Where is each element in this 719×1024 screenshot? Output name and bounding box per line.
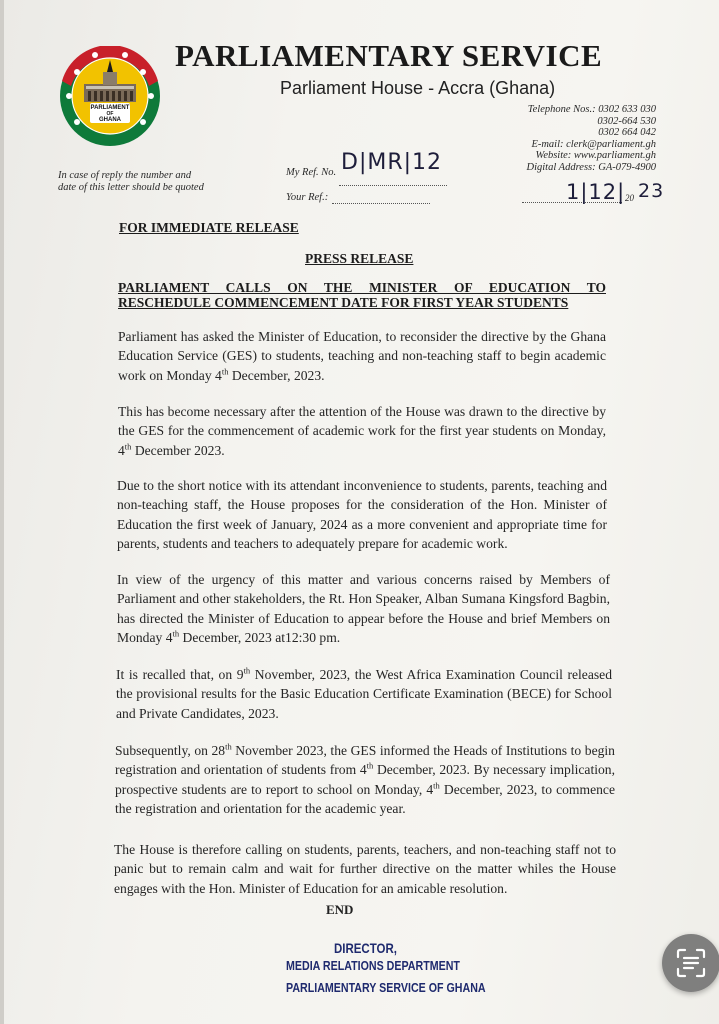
paper-edge xyxy=(0,0,4,1024)
your-ref-label: Your Ref.: xyxy=(286,192,329,203)
text-scan-icon xyxy=(676,948,706,978)
crest-text-line1: PARLIAMENT xyxy=(90,105,130,111)
my-ref-label: My Ref. No. xyxy=(286,167,337,178)
date-year-prefix: 20 xyxy=(625,193,634,203)
end-mark: END xyxy=(326,902,354,917)
paragraph-7: The House is therefore calling on students, parents, teachers, and non-teaching staff not to panic but to remain calm and wait for further directive on the matter whiles the House engages with the Hon. Minister of Education for an amicable resolution. xyxy=(114,842,616,896)
paragraph-6: Subsequently, on 28th November 2023, the GES informed the Heads of Institutions to begin registration and orientation of students from 4th December, 2023. By necessary implication, prospective students are to report to school on Monday, 4th December, 2023, to commence the registration and orientation for the academic year. xyxy=(115,741,615,817)
date-year-handwritten: 23 xyxy=(638,180,665,202)
subject-heading xyxy=(118,280,606,310)
press-release-heading: PRESS RELEASE xyxy=(305,251,414,266)
contact-email: E-mail: clerk@parliament.gh xyxy=(531,138,656,150)
letterhead-subtitle: Parliament House - Accra (Ghana) xyxy=(280,78,556,98)
paragraph-3: Due to the short notice with its attendant inconvenience to students, parents, teaching and non-teaching staff, the House proposes for the consideration of the Hon. Minister of Education the first week of January, 2024 as a more convenient and appropriate time for parents, students and teachers to adequately prepare for academic work. xyxy=(117,478,607,552)
subject-line-1: PARLIAMENT CALLS ON THE MINISTER OF EDUCATION TO xyxy=(118,280,606,295)
stamp-organization: PARLIAMENTARY SERVICE OF GHANA xyxy=(286,980,486,995)
paragraph-2: This has become necessary after the attention of the House was drawn to the directive by the GES for the commencement of academic work for the first year students on Monday, 4th December 2023. xyxy=(118,404,606,458)
contact-telephone-2: 0302-664 530 xyxy=(597,115,656,127)
your-ref-dots xyxy=(332,192,430,207)
date-handwritten: 1|12| xyxy=(566,180,626,204)
crest-text-line3: GHANA xyxy=(99,117,121,123)
contact-website: Website: www.parliament.gh xyxy=(535,150,656,162)
contact-telephone-1: Telephone Nos.: 0302 633 030 xyxy=(527,104,656,115)
subject-line-2: RESCHEDULE COMMENCEMENT DATE FOR FIRST YEAR STUDENTS xyxy=(118,295,569,310)
text-scan-button[interactable] xyxy=(662,934,719,992)
contact-telephone-3: 0302 664 042 xyxy=(598,127,656,139)
letterhead-title: PARLIAMENTARY SERVICE xyxy=(175,38,603,73)
reply-note: In case of reply the number and date of this letter should be quoted xyxy=(58,170,204,193)
paragraph-1: Parliament has asked the Minister of Education, to reconsider the directive by the Ghana Education Service (GES) to students, teaching and non-teaching staff to begin academic work on Monday 4th December, 2023. xyxy=(118,329,606,383)
paragraph-4: In view of the urgency of this matter and various concerns raised by Members of Parliament and other stakeholders, the Rt. Hon Speaker, Alban Sumana Kingsford Bagbin, has directed the Minister of Education to appear before the House and brief Members on Monday 4th December, 2023 at12:30 pm. xyxy=(117,572,610,646)
contact-digital-address: Digital Address: GA-079-4900 xyxy=(526,161,656,173)
crest-text-line2: OF xyxy=(106,111,114,117)
stamp-department: MEDIA RELATIONS DEPARTMENT xyxy=(286,958,460,973)
paragraph-5: It is recalled that, on 9th November, 2023, the West Africa Examination Council released the provisional results for the Basic Education Certificate Examination (BECE) for School and Private Candidates, 2023. xyxy=(116,665,612,721)
contact-block xyxy=(470,104,656,174)
immediate-release-heading: FOR IMMEDIATE RELEASE xyxy=(119,220,299,235)
stamp-director: DIRECTOR, xyxy=(334,940,397,956)
my-ref-dots xyxy=(339,178,447,189)
my-ref-handwritten: D|MR|12 xyxy=(341,150,443,175)
parliament-crest-logo xyxy=(57,46,163,146)
